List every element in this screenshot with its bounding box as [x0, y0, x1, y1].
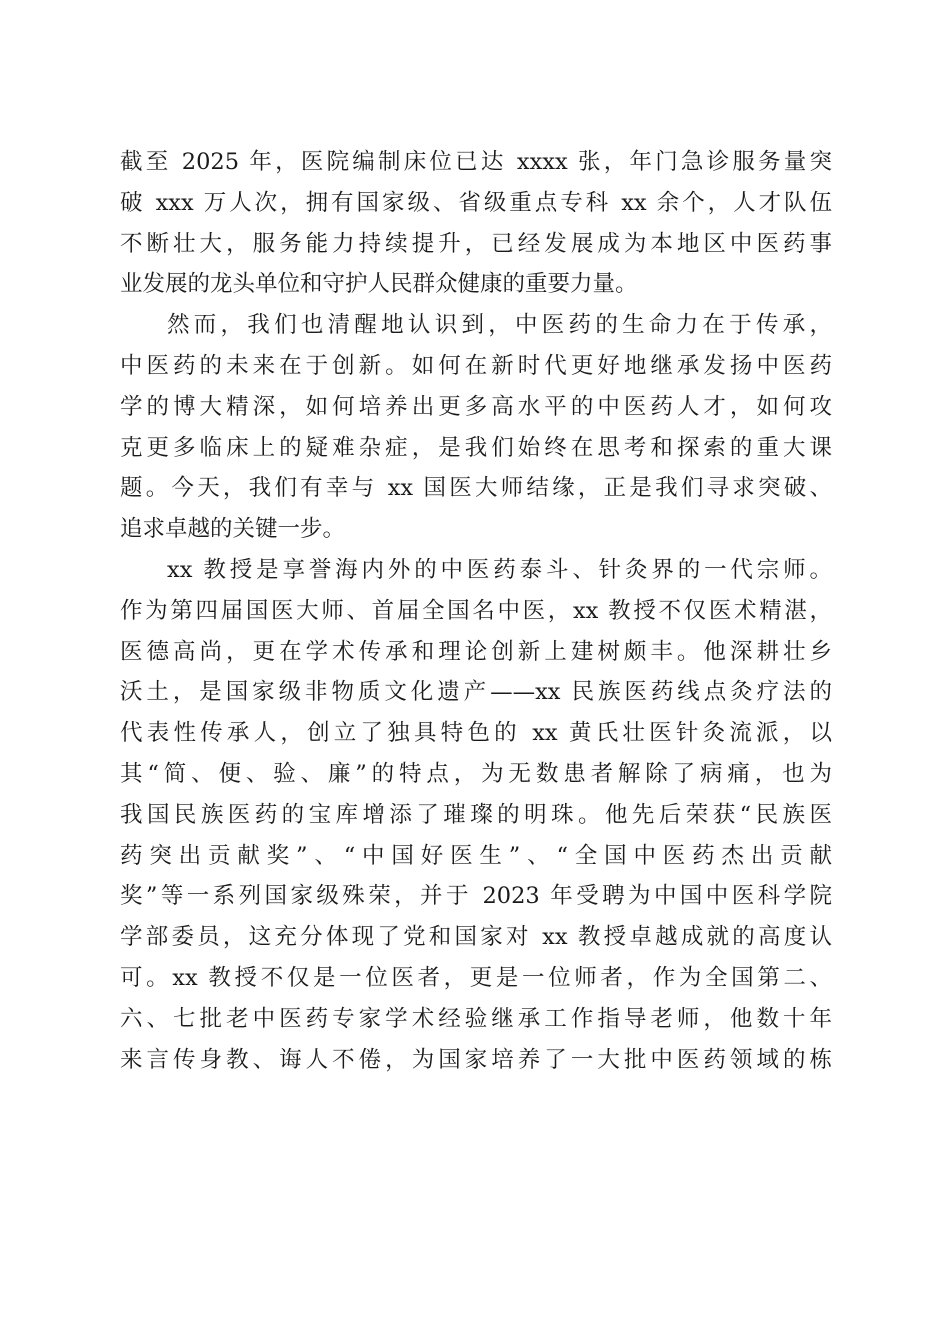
text-line: 业发展的龙头单位和守护人民群众健康的重要力量。	[120, 271, 638, 298]
text-line: 克更多临床上的疑难杂症，是我们始终在思考和探索的重大课	[120, 434, 832, 461]
text-line: 代表性传承人，创立了独具特色的 xx 黄氏壮医针灸流派，以	[120, 720, 832, 747]
text-line: 药突出贡献奖”、“中国好医生”、“全国中医药杰出贡献	[120, 842, 832, 869]
text-line: 中医药的未来在于创新。如何在新时代更好地继承发扬中医药	[120, 352, 832, 379]
text-line: 然而，我们也清醒地认识到，中医药的生命力在于传承，	[167, 312, 832, 339]
paragraph-inheritance-innovation	[120, 305, 832, 550]
text-line: 可。xx 教授不仅是一位医者，更是一位师者，作为全国第二、	[120, 964, 832, 991]
paragraph-hospital-overview	[120, 142, 832, 305]
text-line: 追求卓越的关键一步。	[120, 516, 346, 543]
document-body	[120, 142, 832, 1080]
text-line: 题。今天，我们有幸与 xx 国医大师结缘，正是我们寻求突破、	[120, 475, 832, 502]
text-line: 不断壮大，服务能力持续提升，已经发展成为本地区中医药事	[120, 230, 832, 257]
text-line: 学部委员，这充分体现了党和国家对 xx 教授卓越成就的高度认	[120, 924, 832, 951]
text-line: 医德高尚，更在学术传承和理论创新上建树颇丰。他深耕壮乡	[120, 638, 832, 665]
text-line: 学的博大精深，如何培养出更多高水平的中医药人才，如何攻	[120, 393, 832, 420]
text-line: 六、七批老中医药专家学术经验继承工作指导老师，他数十年	[120, 1005, 832, 1032]
text-line: 作为第四届国医大师、首届全国名中医，xx 教授不仅医术精湛，	[120, 597, 832, 624]
text-line: 我国民族医药的宝库增添了璀璨的明珠。他先后荣获“民族医	[120, 801, 832, 828]
text-line: 截至 2025 年，医院编制床位已达 xxxx 张，年门急诊服务量突	[120, 149, 832, 175]
text-line: 沃土，是国家级非物质文化遗产——xx 民族医药线点灸疗法的	[120, 679, 832, 706]
text-line: xx 教授是享誉海内外的中医药泰斗、针灸界的一代宗师。	[167, 556, 832, 583]
text-line: 破 xxx 万人次，拥有国家级、省级重点专科 xx 余个，人才队伍	[120, 189, 832, 216]
text-line: 其“简、便、验、廉”的特点，为无数患者解除了病痛，也为	[120, 760, 832, 787]
paragraph-professor-profile	[120, 550, 832, 1080]
text-line: 来言传身教、诲人不倦，为国家培养了一大批中医药领域的栋	[120, 1046, 832, 1073]
text-line: 奖”等一系列国家级殊荣，并于 2023 年受聘为中国中医科学院	[120, 883, 832, 910]
